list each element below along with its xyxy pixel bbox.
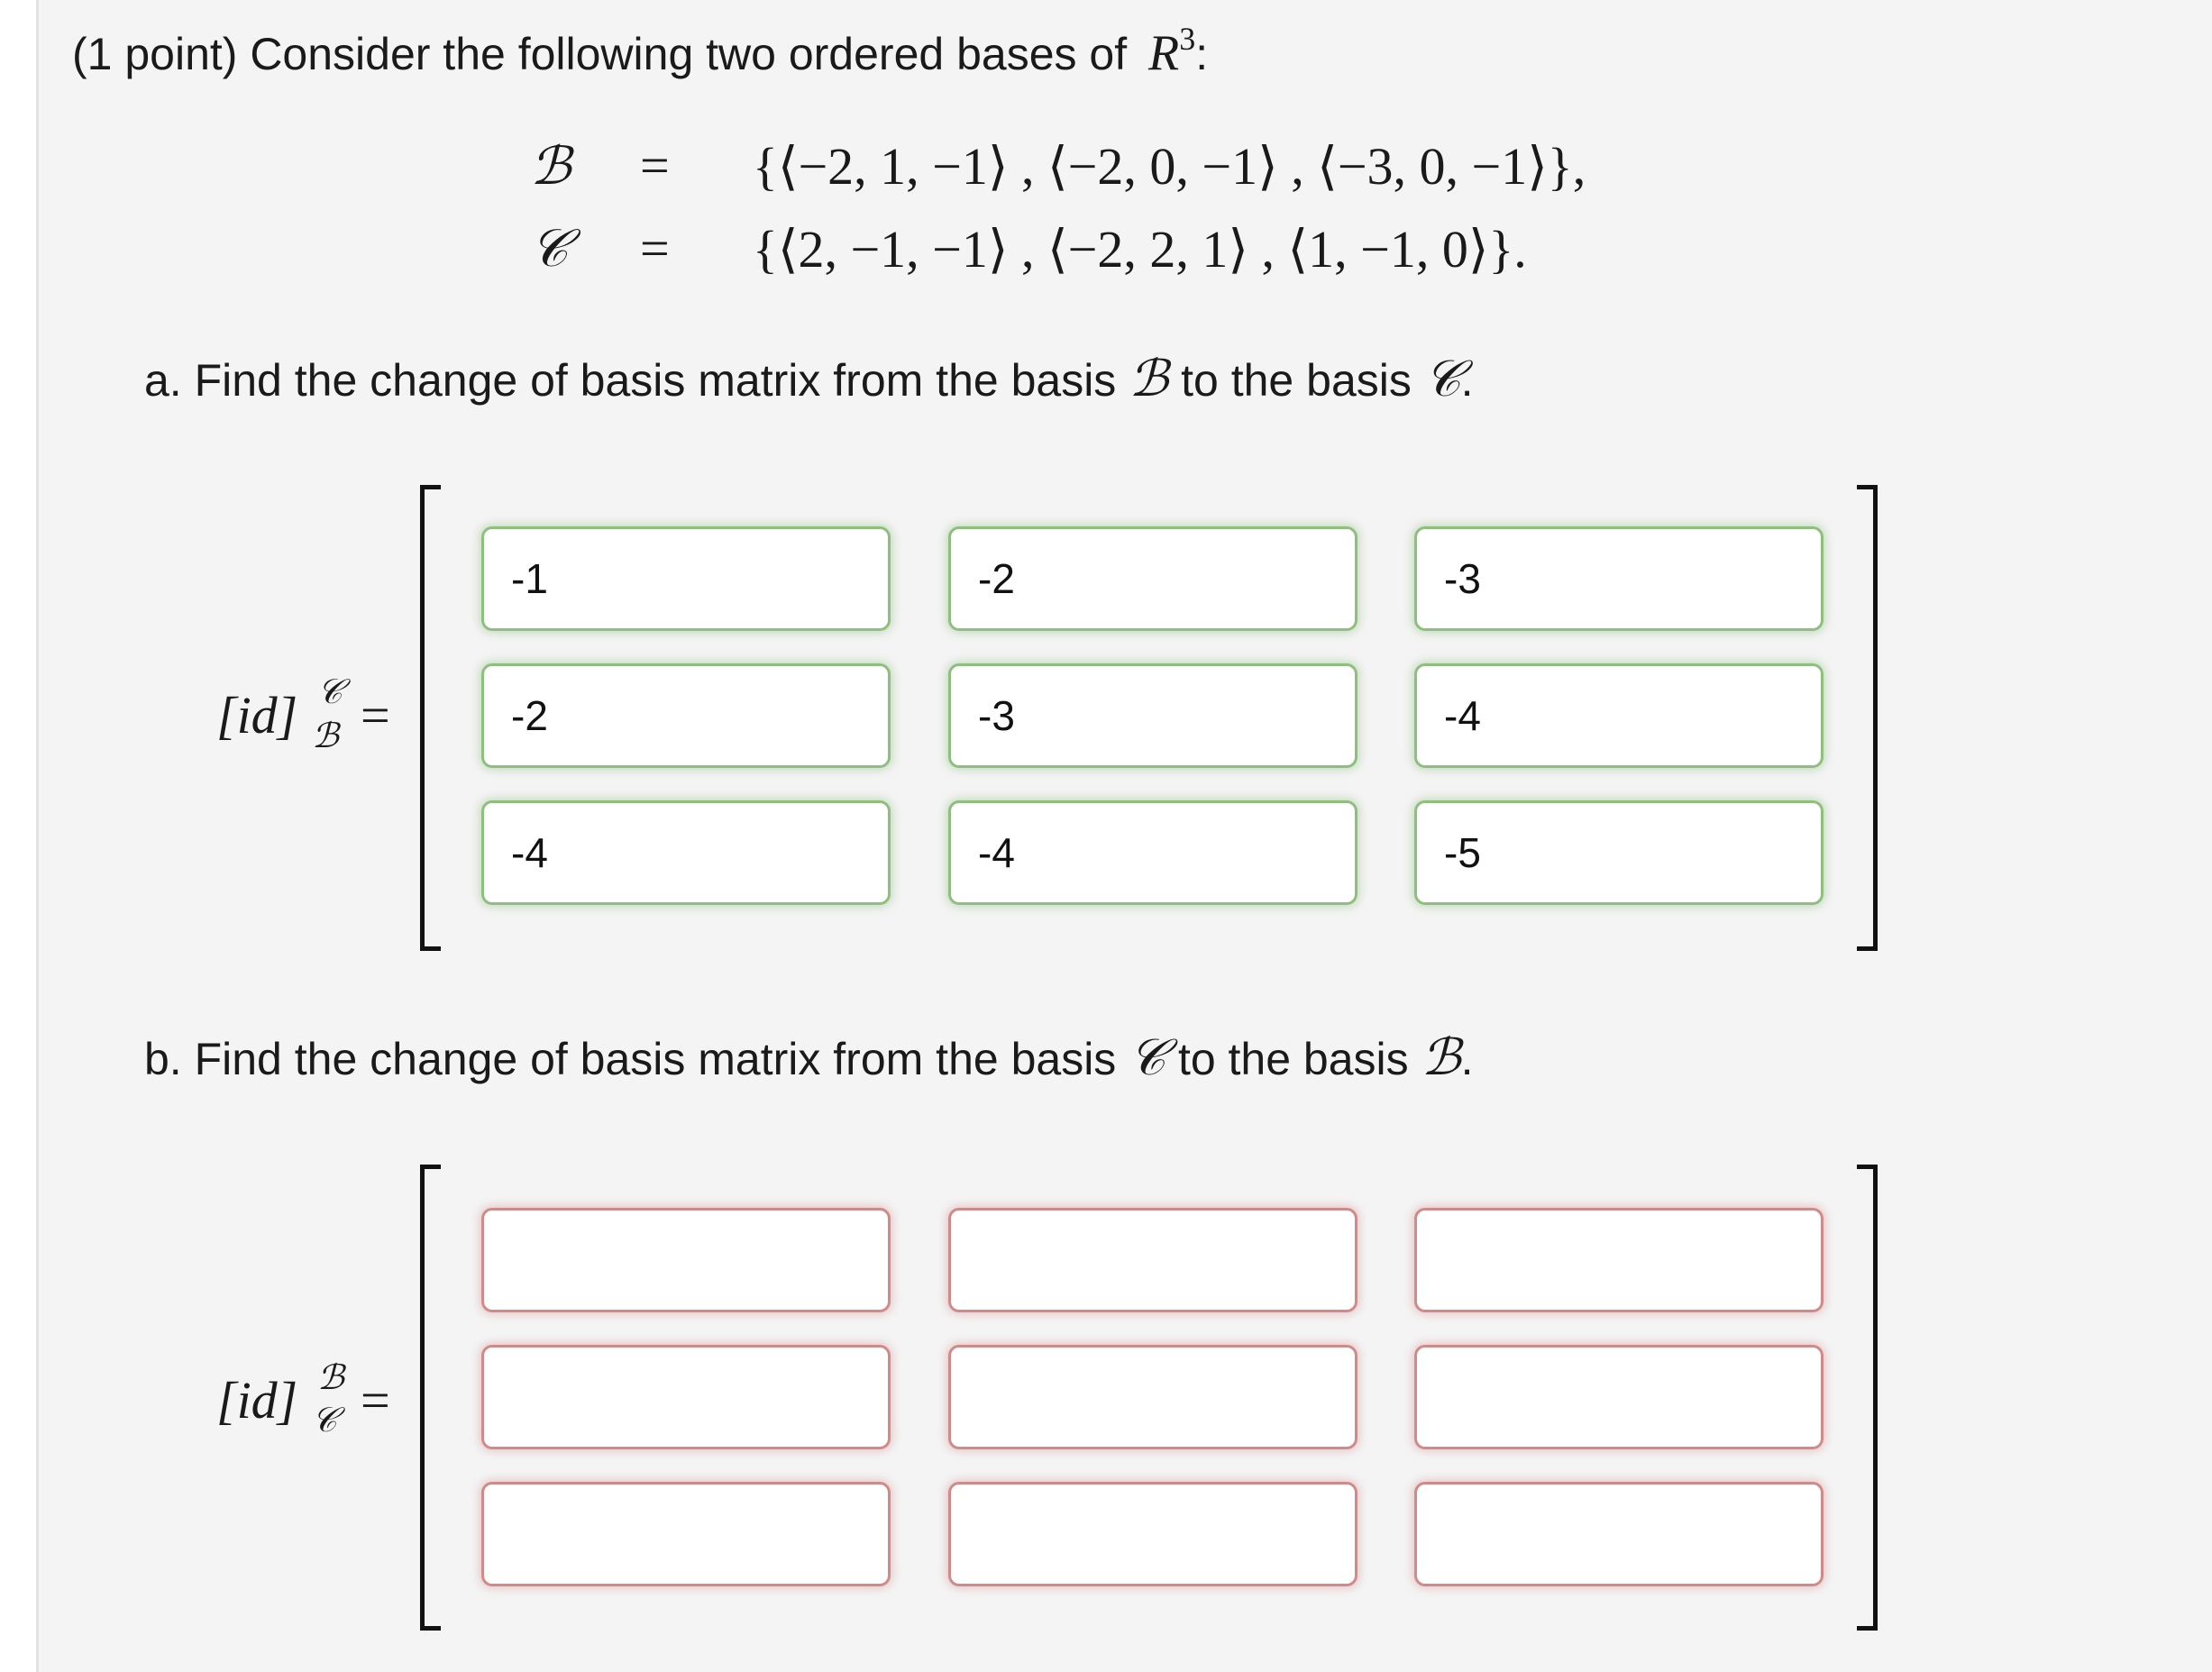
matrix-b-cell-r3c3[interactable] — [1414, 1482, 1824, 1586]
part-b-from-symbol: 𝒞 — [1129, 1030, 1166, 1086]
matrix-b-left-bracket — [420, 1165, 441, 1631]
lhs-subscript: 𝒞 — [312, 1402, 337, 1439]
lhs-subscript: ℬ — [312, 717, 339, 755]
matrix-b-right-bracket — [1857, 1165, 1878, 1631]
matrix-a-right-bracket — [1857, 485, 1878, 951]
matrix-a-cell-r2c1[interactable] — [481, 663, 891, 768]
matrix-b-cell-r2c2[interactable] — [948, 1345, 1357, 1449]
basis-c-equals: = — [640, 219, 670, 278]
part-a-to-symbol: 𝒞 — [1423, 352, 1461, 407]
part-b-question: b. Find the change of basis matrix from the basis 𝒞 to the basis ℬ. — [144, 1030, 1474, 1086]
r3-symbol: $R^3$ — [1148, 21, 1196, 81]
lhs-superscript: 𝒞 — [317, 673, 343, 711]
matrix-a-cell-r1c3[interactable] — [1414, 526, 1824, 631]
lhs-equals: = — [361, 686, 390, 745]
part-b-to-symbol: ℬ — [1421, 1030, 1461, 1086]
basis-b-equals: = — [640, 136, 670, 195]
lhs-superscript: ℬ — [317, 1359, 344, 1397]
matrix-b-cell-r2c3[interactable] — [1414, 1345, 1824, 1449]
id-label: [id] — [216, 1371, 298, 1430]
matrix-b-cell-r1c3[interactable] — [1414, 1208, 1824, 1312]
matrix-a-cell-r3c1[interactable] — [481, 800, 891, 905]
matrix-a-cell-r3c3[interactable] — [1414, 800, 1824, 905]
matrix-a-cell-r1c2[interactable] — [948, 526, 1357, 631]
matrix-a-cell-r3c2[interactable] — [948, 800, 1357, 905]
basis-b-symbol: ℬ — [530, 137, 571, 196]
matrix-b-cell-r1c2[interactable] — [948, 1208, 1357, 1312]
problem-intro — [72, 20, 1208, 82]
matrix-a-cell-r2c3[interactable] — [1414, 663, 1824, 768]
basis-c-symbol: 𝒞 — [530, 219, 569, 278]
matrix-a-cell-r1c1[interactable] — [481, 526, 891, 631]
part-a-from-symbol: ℬ — [1129, 352, 1169, 407]
matrix-a-cell-r2c2[interactable] — [948, 663, 1357, 768]
matrix-b-cell-r3c1[interactable] — [481, 1482, 891, 1586]
basis-c-definition — [530, 218, 568, 279]
id-label: [id] — [216, 686, 298, 745]
basis-b-vectors: {⟨−2, 1, −1⟩ , ⟨−2, 0, −1⟩ , ⟨−3, 0, −1⟩}, — [753, 137, 1586, 196]
matrix-b-cell-r3c2[interactable] — [948, 1482, 1357, 1586]
basis-b-definition — [530, 135, 571, 196]
intro-colon: : — [1195, 29, 1209, 79]
part-a-question: a. Find the change of basis matrix from the basis ℬ to the basis 𝒞. — [144, 352, 1474, 407]
matrix-b-cell-r2c1[interactable] — [481, 1345, 891, 1449]
matrix-a-left-bracket — [420, 485, 441, 951]
lhs-equals: = — [361, 1371, 390, 1430]
basis-c-vectors: {⟨2, −1, −1⟩ , ⟨−2, 2, 1⟩ , ⟨1, −1, 0⟩}. — [753, 220, 1527, 279]
intro-text: (1 point) Consider the following two ordered bases of — [72, 29, 1128, 79]
part-a-lhs — [216, 673, 390, 755]
matrix-b-cell-r1c1[interactable] — [481, 1208, 891, 1312]
part-b-lhs — [216, 1359, 390, 1439]
